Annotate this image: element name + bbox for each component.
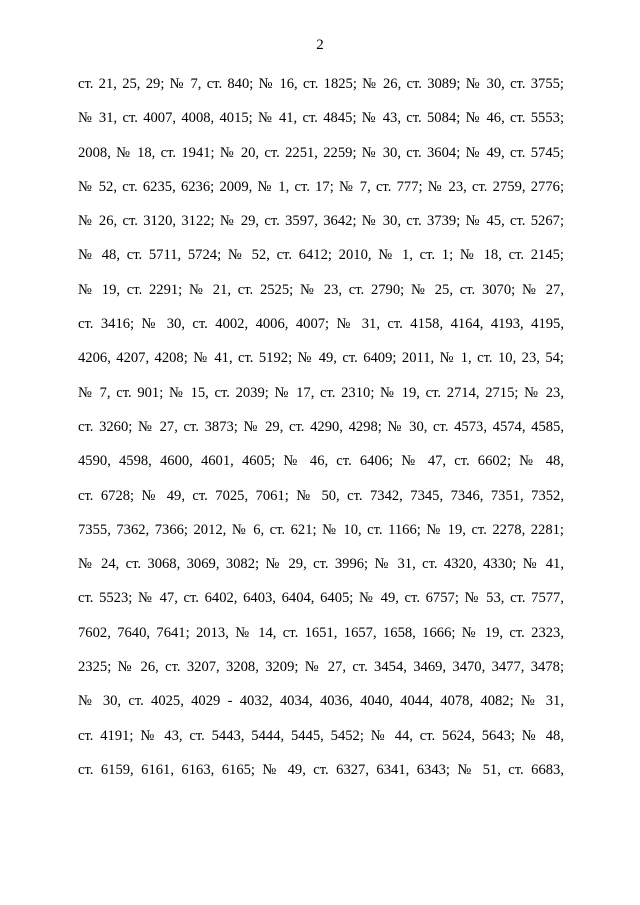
- text-line: ст. 6728; № 49, ст. 7025, 7061; № 50, ст. 7342, 7345, 7346, 7351, 7352,: [78, 487, 564, 504]
- text-line: № 48, ст. 5711, 5724; № 52, ст. 6412; 2010, № 1, ст. 1; № 18, ст. 2145;: [78, 247, 564, 264]
- text-line: ст. 21, 25, 29; № 7, ст. 840; № 16, ст. 1825; № 26, ст. 3089; № 30, ст. 3755;: [78, 76, 564, 92]
- text-line: 4206, 4207, 4208; № 41, ст. 5192; № 49, ст. 6409; 2011, № 1, ст. 10, 23, 54;: [78, 350, 564, 367]
- text-line: № 24, ст. 3068, 3069, 3082; № 29, ст. 3996; № 31, ст. 4320, 4330; № 41,: [78, 556, 564, 573]
- text-line: № 19, ст. 2291; № 21, ст. 2525; № 23, ст. 2790; № 25, ст. 3070; № 27,: [78, 281, 564, 298]
- page-number: 2: [316, 37, 324, 53]
- text-line: 2008, № 18, ст. 1941; № 20, ст. 2251, 2259; № 30, ст. 3604; № 49, ст. 5745;: [78, 144, 564, 161]
- text-line: ст. 4191; № 43, ст. 5443, 5444, 5445, 5452; № 44, ст. 5624, 5643; № 48,: [78, 727, 564, 744]
- text-line: № 7, ст. 901; № 15, ст. 2039; № 17, ст. 2310; № 19, ст. 2714, 2715; № 23,: [78, 384, 564, 401]
- text-line: ст. 3260; № 27, ст. 3873; № 29, ст. 4290, 4298; № 30, ст. 4573, 4574, 4585,: [78, 418, 564, 435]
- text-line: 2325; № 26, ст. 3207, 3208, 3209; № 27, ст. 3454, 3469, 3470, 3477, 3478;: [78, 659, 564, 676]
- text-line: 7602, 7640, 7641; 2013, № 14, ст. 1651, 1657, 1658, 1666; № 19, ст. 2323,: [78, 624, 564, 641]
- text-line: № 31, ст. 4007, 4008, 4015; № 41, ст. 4845; № 43, ст. 5084; № 46, ст. 5553;: [78, 110, 564, 127]
- text-line: № 52, ст. 6235, 6236; 2009, № 1, ст. 17; № 7, ст. 777; № 23, ст. 2759, 2776;: [78, 178, 564, 195]
- text-line: № 26, ст. 3120, 3122; № 29, ст. 3597, 3642; № 30, ст. 3739; № 45, ст. 5267;: [78, 213, 564, 230]
- text-line: ст. 5523; № 47, ст. 6402, 6403, 6404, 6405; № 49, ст. 6757; № 53, ст. 7577,: [78, 590, 564, 607]
- document-body: [78, 72, 564, 792]
- text-line: 4590, 4598, 4600, 4601, 4605; № 46, ст. 6406; № 47, ст. 6602; № 48,: [78, 453, 564, 470]
- text-line: 7355, 7362, 7366; 2012, № 6, ст. 621; № 10, ст. 1166; № 19, ст. 2278, 2281;: [78, 521, 564, 538]
- text-line: № 30, ст. 4025, 4029 - 4032, 4034, 4036, 4040, 4044, 4078, 4082; № 31,: [78, 693, 564, 710]
- text-line: ст. 6159, 6161, 6163, 6165; № 49, ст. 6327, 6341, 6343; № 51, ст. 6683,: [78, 761, 564, 778]
- text-line: ст. 3416; № 30, ст. 4002, 4006, 4007; № 31, ст. 4158, 4164, 4193, 4195,: [78, 316, 564, 333]
